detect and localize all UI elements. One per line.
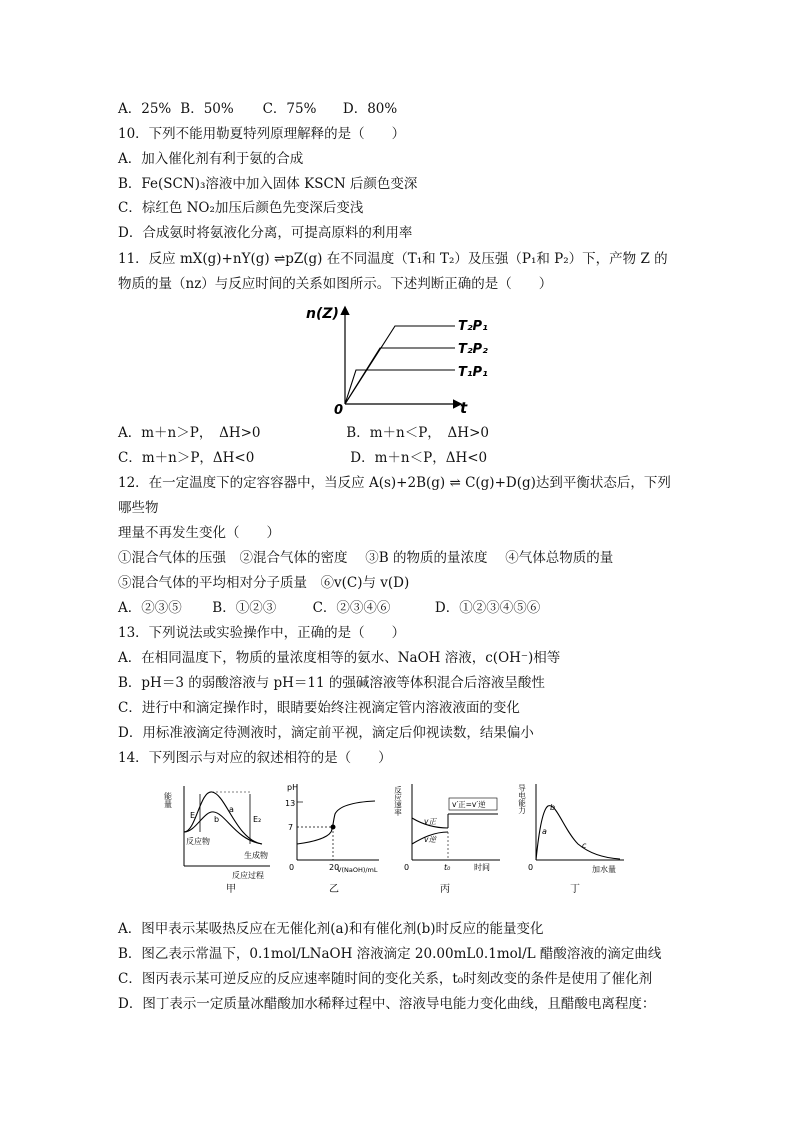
bing-xlabel: 时间: [474, 863, 490, 872]
q14-option-b: B．图乙表示常温下，0.1mol/LNaOH 溶液滴定 20.00mL0.1mol/L 醋酸溶液的滴定曲线: [118, 946, 662, 962]
q12-option-b: B．①②③: [212, 600, 277, 616]
q14-option-a: A．图甲表示某吸热反应在无催化剂(a)和有催化剂(b)时反应的能量变化: [118, 921, 544, 937]
yi-caption: 乙: [329, 884, 339, 895]
bing-label-vz: v正: [424, 817, 436, 826]
q14-option-c: C．图丙表示某可逆反应的反应速率随时间的变化关系，t₀时刻改变的条件是使用了催化剂: [118, 971, 653, 987]
jia-label-e2: E₂: [253, 815, 262, 824]
ding-xlabel: 加水量: [592, 865, 616, 874]
q12-stem-line1: 12．在一定温度下的定容容器中，当反应 A(s)+2B(g) ⇌ C(g)+D(g)达到平衡状态后，下列: [118, 475, 671, 491]
q13-option-a: A．在相同温度下，物质的量浓度相等的氨水、NaOH 溶液，c(OH⁻)相等: [118, 650, 561, 666]
q14-figure-yi: [283, 780, 383, 895]
q11-ylabel: n(Z): [306, 306, 339, 322]
jia-label-a: a: [229, 805, 234, 814]
q14-figure-ding: [517, 780, 630, 895]
q13-option-c: C．进行中和滴定操作时，眼睛要始终注视滴定管内溶液液面的变化: [118, 700, 520, 716]
jia-reactant: 反应物: [186, 837, 210, 846]
bing-label-vn: v逆: [424, 835, 436, 844]
q11-options-ab: [118, 424, 489, 442]
q11-label-t2p2: T₂P₂: [458, 342, 488, 357]
bing-t0: t₀: [444, 863, 451, 872]
q12-items-line1: ①混合气体的压强 ②混合气体的密度 ③B 的物质的量浓度 ④气体总物质的量: [118, 550, 614, 566]
q10-stem: 10．下列不能用勒夏特列原理解释的是（ ）: [118, 126, 406, 142]
yi-origin: 0: [289, 863, 295, 872]
q11-stem-line2: 物质的量（nz）与反应时间的关系如图所示。下述判断正确的是（ ）: [118, 276, 553, 292]
q11-label-t1p1: T₁P₁: [458, 365, 488, 380]
q13-option-d: D．用标准液滴定待测液时，滴定前平视，滴定后仰视读数，结果偏小: [118, 725, 534, 741]
q11-curve-t2p2: [345, 348, 455, 404]
q14-figure-jia: [163, 780, 276, 895]
yi-curve: [297, 801, 375, 844]
jia-product: 生成物: [244, 851, 268, 860]
yi-xlabel: V(NaOH)/mL: [337, 866, 378, 874]
q13-stem: 13．下列说法或实验操作中，正确的是（ ）: [118, 625, 406, 641]
q9-option-a: A．25%: [118, 101, 172, 117]
q12-option-c: C．②③④⑥: [312, 600, 391, 616]
ding-label-a: a: [542, 827, 547, 836]
bing-origin: 0: [404, 863, 410, 872]
q9-options: [118, 100, 397, 118]
q14-figure-bing: [393, 780, 506, 895]
yi-tick-20: 20: [329, 863, 340, 872]
q12-stem-line2: 哪些物: [118, 500, 159, 516]
ding-label-c: c: [582, 841, 587, 850]
ding-caption: 丁: [570, 884, 580, 895]
q10-option-d: D．合成氨时将氨液化分离，可提高原料的利用率: [118, 225, 413, 241]
q10-option-b: B．Fe(SCN)₃溶液中加入固体 KSCN 后颜色变深: [118, 176, 418, 192]
jia-label-e1: E: [190, 811, 196, 820]
q9-option-c: C．75%: [262, 101, 317, 117]
q12-option-a: A．②③⑤: [118, 600, 182, 616]
yi-equivalence-point: [331, 825, 336, 830]
q10-option-c: C．棕红色 NO₂加压后颜色先变深后变浅: [118, 200, 364, 216]
q12-stem-line3: 理量不再发生变化（ ）: [118, 525, 280, 541]
q11-graph: [300, 298, 500, 418]
q11-options-cd: [118, 449, 487, 467]
jia-label-b: b: [214, 815, 220, 824]
bing-caption: 丙: [440, 884, 450, 895]
ding-label-b: b: [550, 803, 556, 812]
q11-label-t2p1: T₂P₁: [458, 319, 488, 334]
q10-option-a: A．加入催化剂有利于氨的合成: [118, 151, 304, 167]
q11-xlabel: t: [460, 399, 468, 417]
yi-tick-13: 13: [285, 799, 296, 808]
q11-option-d: D．m＋n＜P，ΔH<0: [350, 450, 488, 466]
q12-items-line2: ⑤混合气体的平均相对分子质量 ⑥v(C)与 v(D): [118, 575, 410, 591]
jia-xlabel: 反应过程: [232, 871, 264, 880]
yi-ylabel: pH: [287, 783, 299, 792]
q12-options: [118, 599, 540, 617]
ding-origin: 0: [528, 863, 534, 872]
q11-origin: 0: [334, 403, 344, 418]
q12-option-d: D．①②③④⑤⑥: [434, 600, 541, 616]
q14-stem: 14．下列图示与对应的叙述相符的是（ ）: [118, 750, 392, 766]
yi-tick-7: 7: [288, 823, 294, 832]
bing-ylabel: 反应速率: [393, 786, 403, 816]
q11-option-a: A．m＋n＞P， ΔH>0: [118, 425, 261, 441]
ding-curve: [536, 806, 620, 860]
q13-option-b: B．pH＝3 的弱酸溶液与 pH＝11 的强碱溶液等体积混合后溶液呈酸性: [118, 675, 545, 691]
q9-option-b: B．50%: [180, 101, 234, 117]
q11-option-c: C．m＋n＞P，ΔH<0: [118, 450, 255, 466]
q14-option-d: D．图丁表示一定质量冰醋酸加水稀释过程中、溶液导电能力变化曲线，且醋酸电离程度：: [118, 996, 656, 1012]
jia-ylabel: 能量: [163, 792, 173, 808]
q11-curve-t1p1: [345, 370, 455, 404]
q11-stem-line1: 11．反应 mX(g)+nY(g) ⇌pZ(g) 在不同温度（T₁和 T₂）及压强（P₁和 P₂）下，产物 Z 的: [118, 251, 668, 267]
q11-curve-t2p1: [345, 326, 455, 404]
jia-caption: 甲: [226, 884, 236, 895]
q11-option-b: B．m＋n＜P， ΔH>0: [346, 425, 489, 441]
bing-eq-label: v′正=v′逆: [452, 800, 486, 809]
ding-ylabel: 导电能力: [517, 784, 527, 814]
q9-option-d: D．80%: [342, 101, 398, 117]
